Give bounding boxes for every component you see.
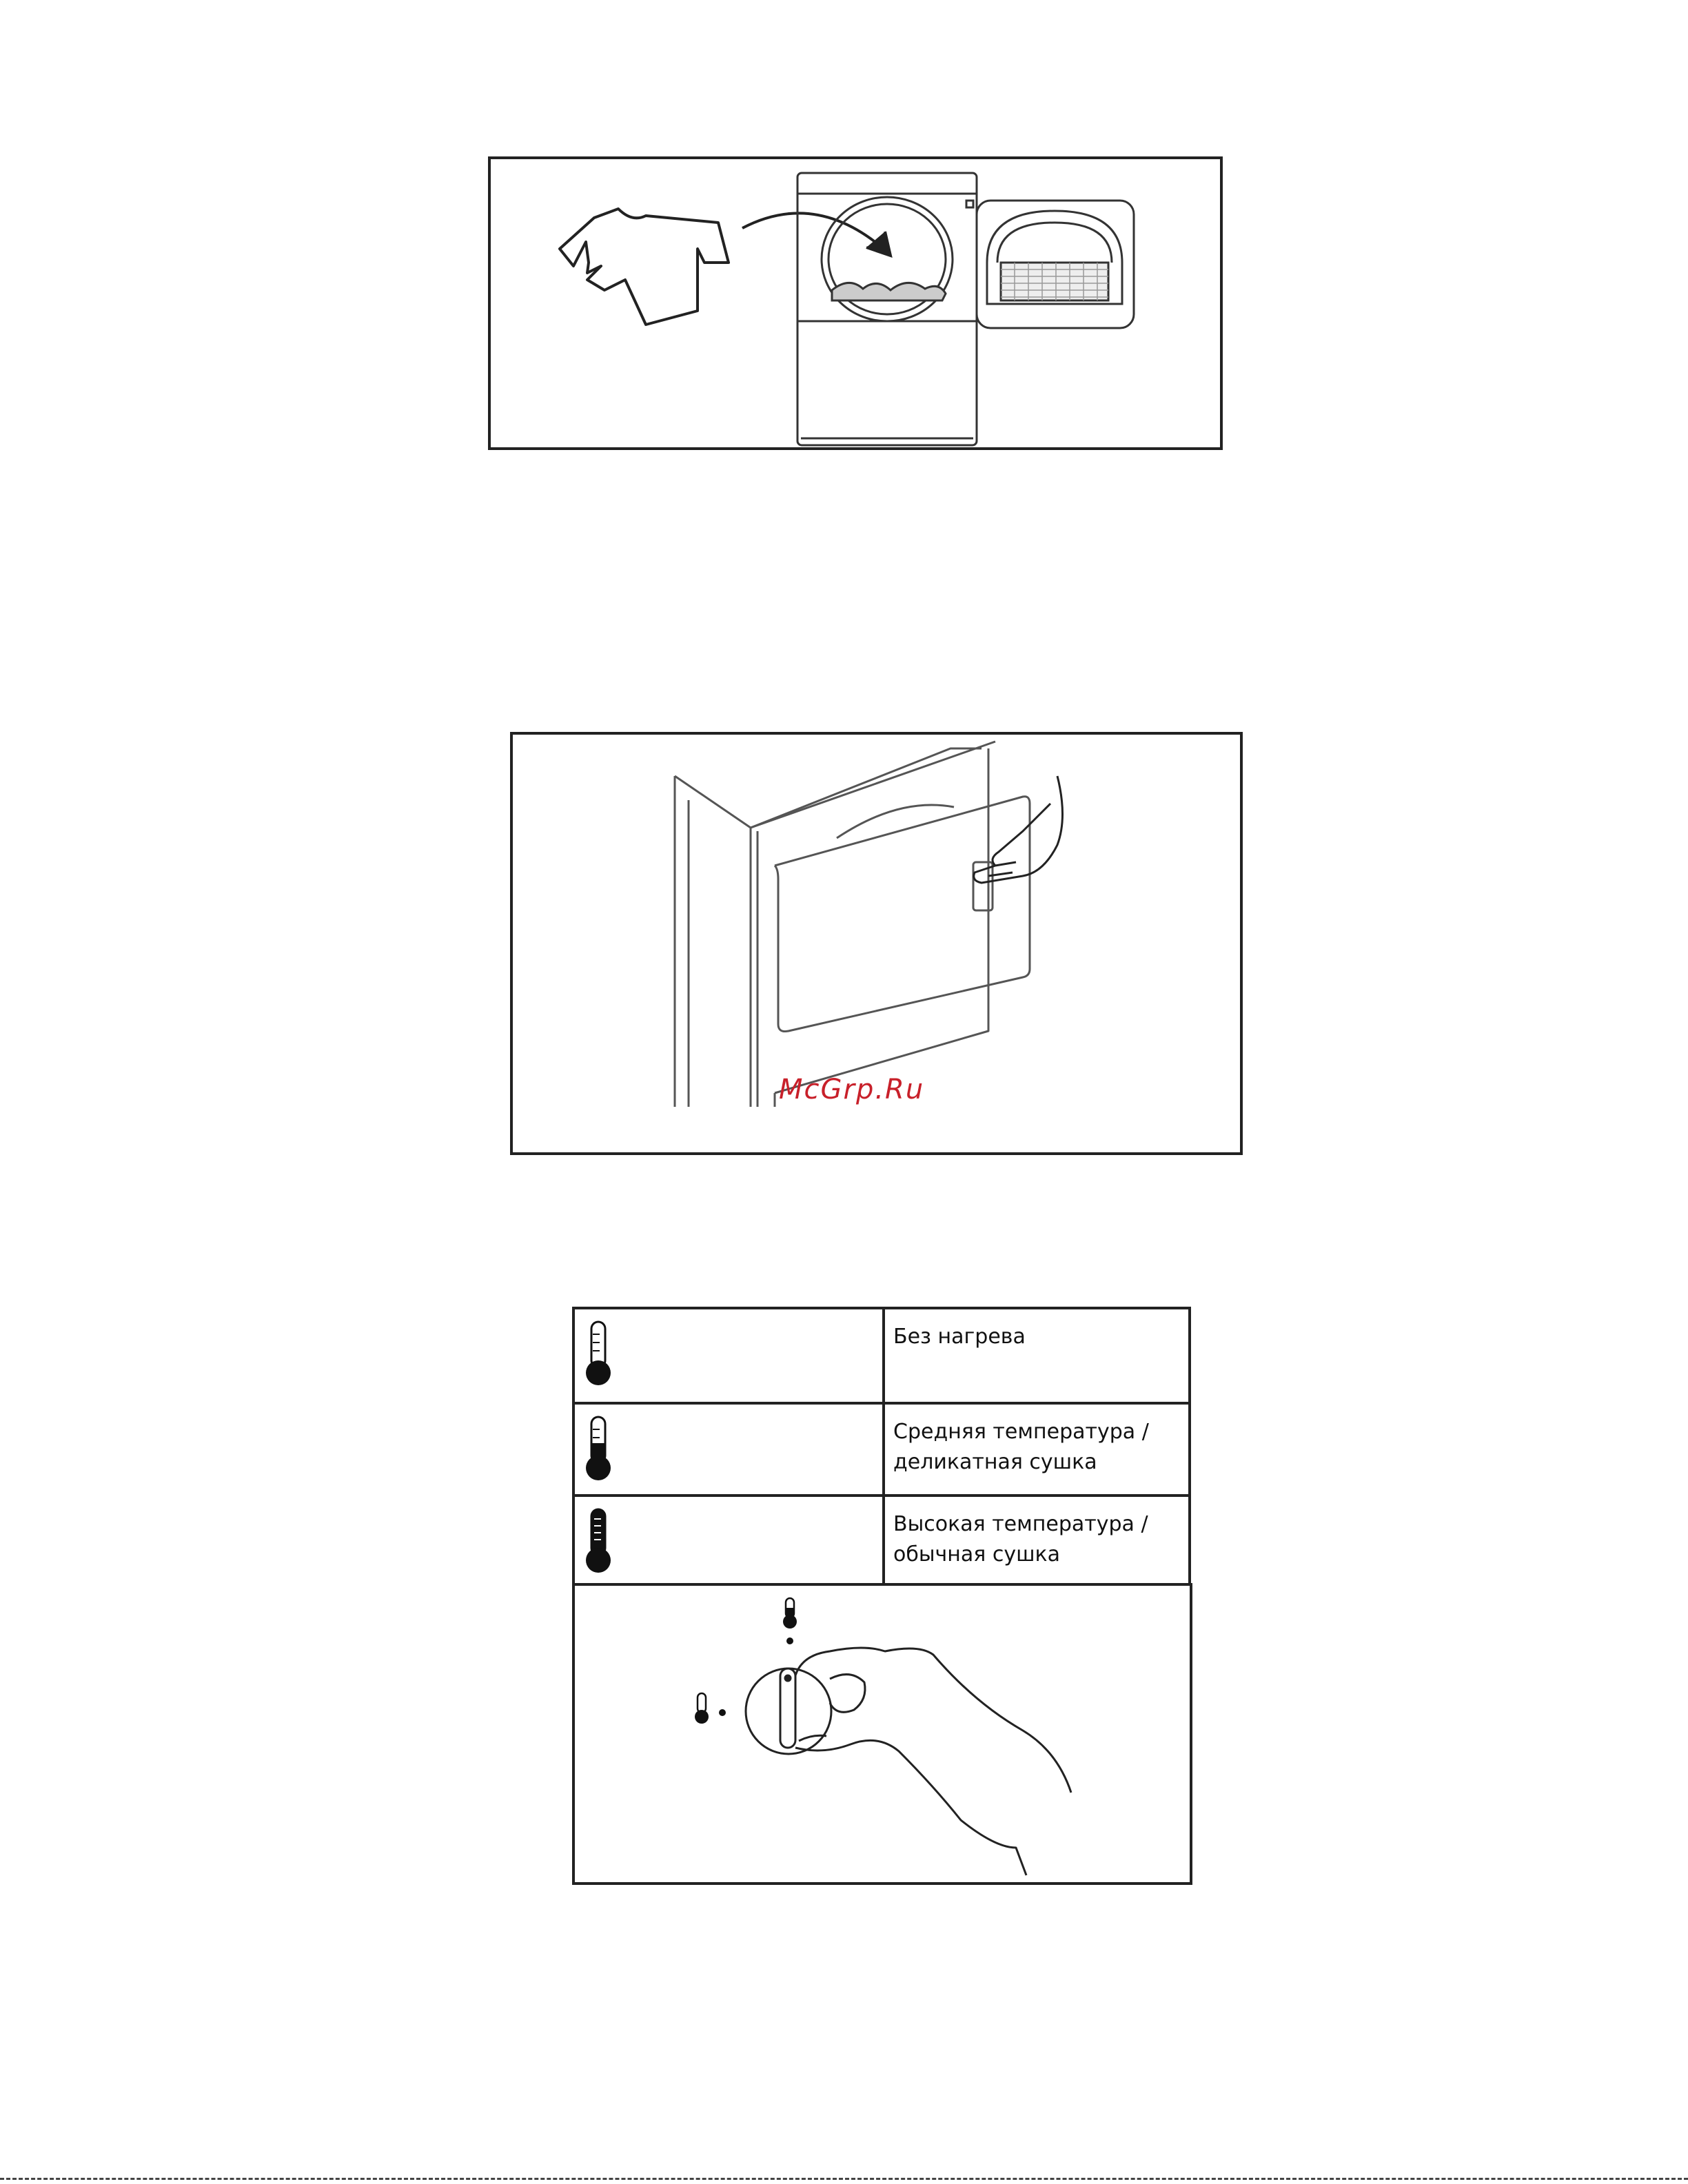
lint-filter-icon [977, 201, 1134, 328]
dial-illustration [575, 1586, 1195, 1888]
table-row [573, 1496, 1190, 1585]
heat-label [884, 1496, 1190, 1585]
heat-label-line: деликатная сушка [893, 1450, 1097, 1474]
dial-knob-icon [746, 1668, 831, 1754]
thermometer-icon [695, 1693, 726, 1724]
thermometer-icon [783, 1598, 797, 1644]
thermometer-empty-icon [584, 1319, 612, 1388]
hand-icon [974, 776, 1063, 883]
dryer-door-icon [675, 742, 1030, 1107]
heat-label-line: обычная сушка [893, 1542, 1061, 1566]
arrow-icon [742, 213, 891, 256]
figure-load-dryer [488, 156, 1223, 450]
watermark: McGrp.Ru [779, 1074, 925, 1105]
thermometer-medium-icon [584, 1414, 612, 1483]
heat-label-line: Средняя температура / [893, 1420, 1149, 1444]
icon-cell [573, 1403, 884, 1496]
dryer-icon [797, 173, 977, 445]
icon-cell [573, 1496, 884, 1585]
icon-cell [573, 1308, 884, 1403]
thermometer-high-icon [584, 1507, 612, 1575]
hand-icon [795, 1648, 1071, 1875]
heat-label [884, 1308, 1190, 1403]
page-bottom-rule [0, 2178, 1688, 2180]
load-dryer-illustration [491, 159, 1226, 453]
heat-label-line: Высокая температура / [893, 1512, 1148, 1536]
figure-dial [572, 1583, 1192, 1885]
heat-settings-table [572, 1307, 1191, 1586]
heat-label [884, 1403, 1190, 1496]
heat-label-line: Без нагрева [893, 1325, 1026, 1349]
table-row [573, 1308, 1190, 1403]
table-row [573, 1403, 1190, 1496]
shirt-icon [560, 209, 729, 325]
